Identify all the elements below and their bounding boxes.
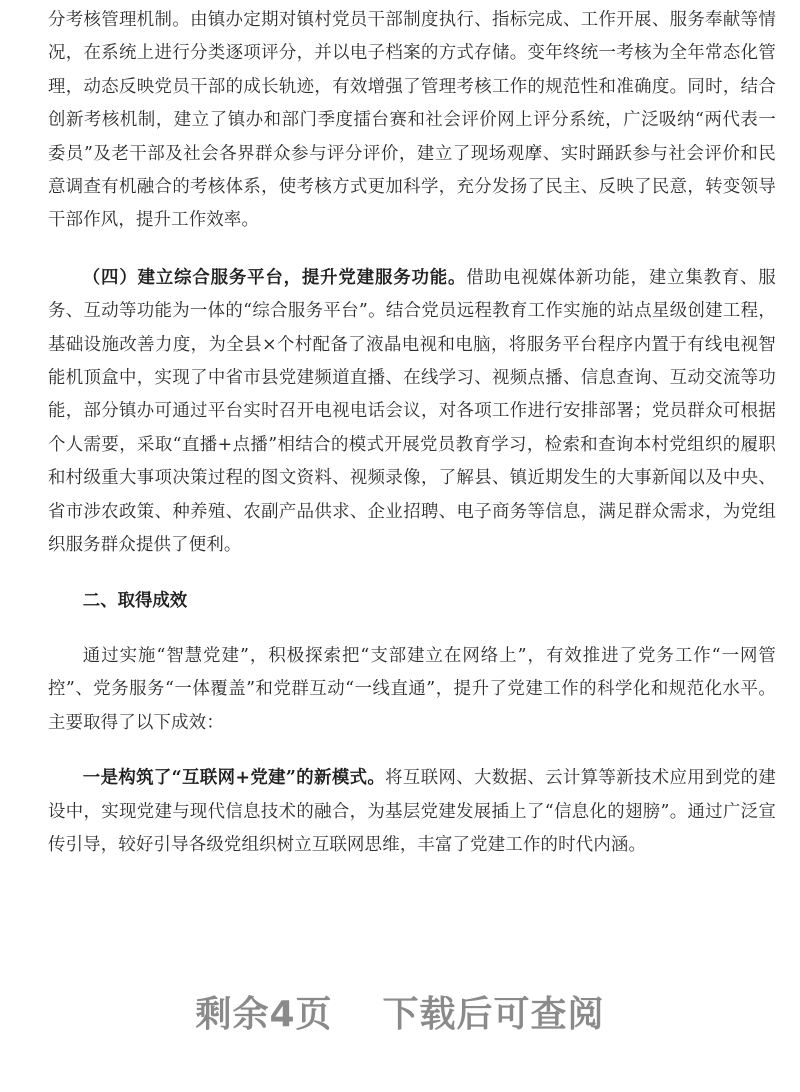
- paragraph-new-model: [48, 762, 776, 862]
- result-one-lead: 一是构筑了“互联网+党建”的新模式。: [82, 768, 386, 789]
- result-one-body: 将互联网、大数据、云计算等新技术应用到党的建设中，实现党建与现代信息技术的融合，为基层党建发展插上了“信息化的翅膀”。通过广泛宣传引导，较好引导各级党组织树立互联网思维，丰富了党建工作的时代内涵。: [48, 768, 776, 855]
- paragraph-service-platform: [48, 262, 776, 563]
- section-heading-results: 二、取得成效: [82, 590, 188, 611]
- paragraph-gap: [48, 618, 776, 640]
- remaining-pages-label[interactable]: 剩余4页: [195, 994, 333, 1035]
- download-prompt[interactable]: [0, 986, 800, 1037]
- section-four-body: 借助电视媒体新功能，建立集教育、服务、互动等功能为一体的“综合服务平台”。结合党员远程教育工作实施的站点星级创建工程，基础设施改善力度，为全县×个村配备了液晶电视和电脑，将服务平台程序内置于有线电视智能机顶盒中，实现了中省市县党建频道直播、在线学习、视频点播、信息查询、互动交流等功能，部分镇办可通过平台实时召开电视电话会议，对各项工作进行安排部署；党员群众可根据个人需要，采取“直播+点播”相结合的模式开展党员教育学习，检索和查询本村党组织的履职和村级重大事项决策过程的图文资料、视频录像，了解县、镇近期发生的大事新闻以及中央、省市涉农政策、种养殖、农副产品供求、企业招聘、电子商务等信息，满足群众需求，为党组织服务群众提供了便利。: [48, 267, 776, 556]
- paragraph-gap: [48, 563, 776, 585]
- download-to-view-label[interactable]: 下载后可查阅: [382, 994, 605, 1035]
- section-four-lead: （四）建立综合服务平台，提升党建服务功能。: [82, 267, 467, 288]
- paragraph-results-intro: 通过实施“智慧党建”，积极探索把“支部建立在网络上”，有效推进了党务工作“一网管控”、党务服务“一体覆盖”和党群互动“一线直通”，提升了党建工作的科学化和规范化水平。主要取得了以下成效：: [48, 645, 776, 733]
- document-body: [48, 4, 776, 862]
- paragraph-gap: [48, 740, 776, 762]
- paragraph-gap: [48, 238, 776, 262]
- paragraph-assessment-mechanism: 分考核管理机制。由镇办定期对镇村党员干部制度执行、指标完成、工作开展、服务奉献等情况，在系统上进行分类逐项评分，并以电子档案的方式存储。变年终统一考核为全年常态化管理，动态反映党员干部的成长轨迹，有效增强了管理考核工作的规范性和准确度。同时，结合创新考核机制，建立了镇办和部门季度擂台赛和社会评价网上评分系统，广泛吸纳“两代表一委员”及老干部及社会各界群众参与评分评价，建立了现场观摩、实时踊跃参与社会评价和民意调查有机融合的考核体系，使考核方式更加科学，充分发扬了民主、反映了民意，转变领导干部作风，提升工作效率。: [48, 10, 776, 231]
